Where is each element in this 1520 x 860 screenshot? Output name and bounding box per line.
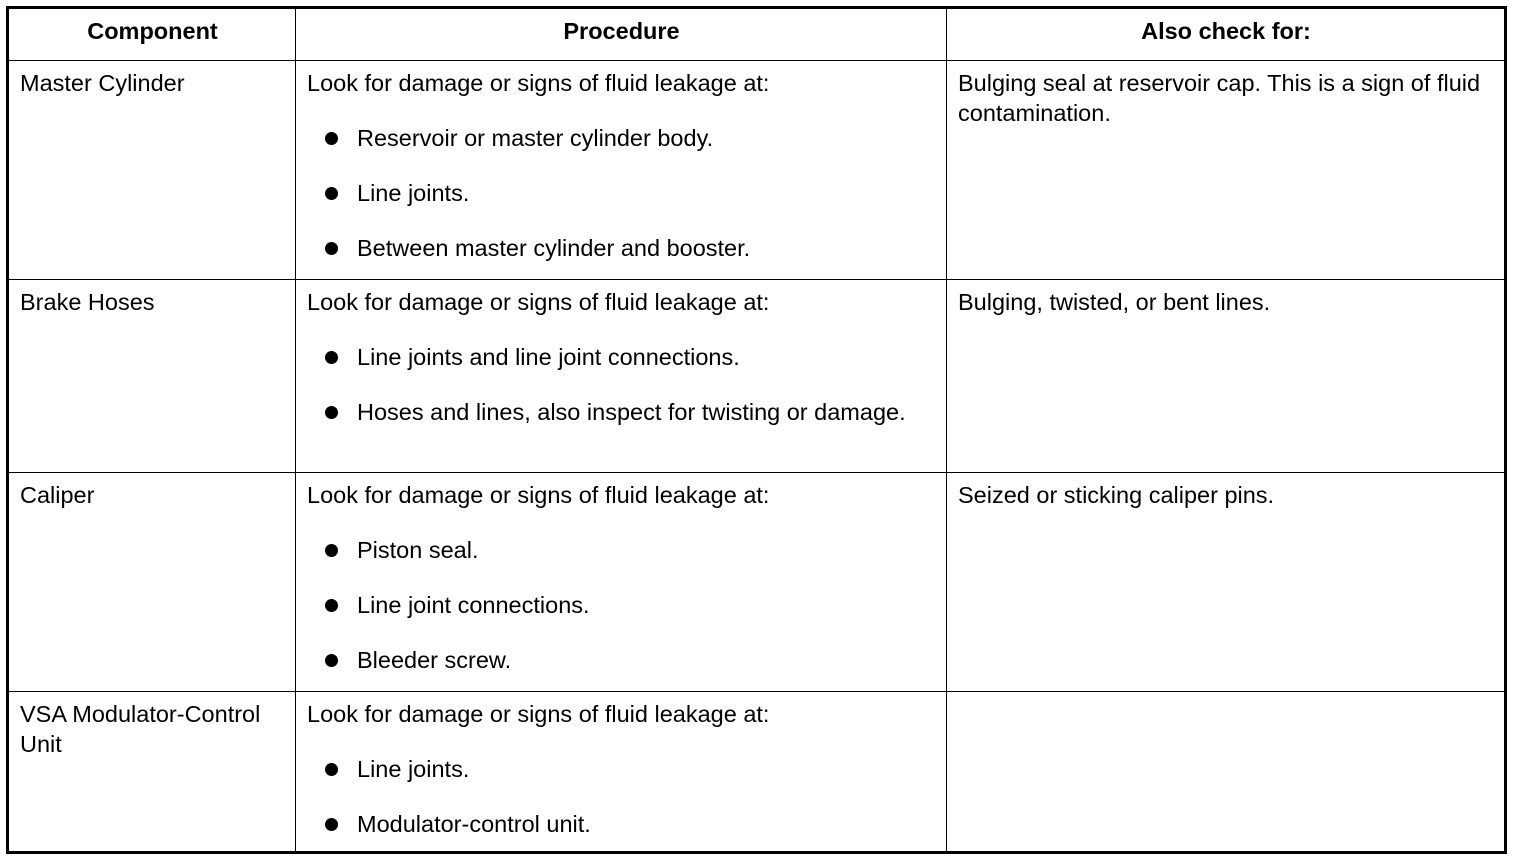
procedure-item-text: Reservoir or master cylinder body. xyxy=(357,125,714,151)
bullet-icon xyxy=(325,132,338,145)
procedure-item xyxy=(307,590,936,620)
procedure-item-text: Piston seal. xyxy=(357,537,479,563)
bullet-icon xyxy=(325,544,338,557)
row-component: Master Cylinder xyxy=(9,61,296,280)
procedure-list xyxy=(307,535,936,675)
procedure-list xyxy=(307,754,936,839)
row-also-check: Seized or sticking caliper pins. xyxy=(947,473,1504,692)
procedure-item xyxy=(307,342,936,372)
header-procedure: Procedure xyxy=(296,9,947,61)
row-procedure xyxy=(296,61,947,280)
bullet-icon xyxy=(325,242,338,255)
procedure-list xyxy=(307,342,936,427)
procedure-item xyxy=(307,754,936,784)
procedure-item-text: Hoses and lines, also inspect for twisting or damage. xyxy=(357,399,906,425)
header-component: Component xyxy=(9,9,296,61)
row-procedure xyxy=(296,692,947,851)
row-component: Caliper xyxy=(9,473,296,692)
procedure-item xyxy=(307,535,936,565)
procedure-list xyxy=(307,123,936,263)
bullet-icon xyxy=(325,654,338,667)
row-also-check: Bulging, twisted, or bent lines. xyxy=(947,280,1504,473)
bullet-icon xyxy=(325,406,338,419)
bullet-icon xyxy=(325,818,338,831)
procedure-item-text: Modulator-control unit. xyxy=(357,811,591,837)
header-also-check: Also check for: xyxy=(947,9,1504,61)
bullet-icon xyxy=(325,763,338,776)
procedure-item xyxy=(307,397,936,427)
row-component: VSA Modulator-Control Unit xyxy=(9,692,296,851)
procedure-item-text: Line joint connections. xyxy=(357,592,590,618)
procedure-intro: Look for damage or signs of fluid leakage at: xyxy=(307,70,770,96)
inspection-table xyxy=(6,6,1507,854)
row-procedure xyxy=(296,473,947,692)
procedure-item xyxy=(307,645,936,675)
procedure-intro: Look for damage or signs of fluid leakage at: xyxy=(307,289,770,315)
procedure-item-text: Line joints. xyxy=(357,180,470,206)
procedure-item-text: Between master cylinder and booster. xyxy=(357,235,751,261)
procedure-item-text: Line joints. xyxy=(357,756,470,782)
procedure-item xyxy=(307,809,936,839)
row-component: Brake Hoses xyxy=(9,280,296,473)
procedure-item xyxy=(307,233,936,263)
procedure-item-text: Line joints and line joint connections. xyxy=(357,344,740,370)
bullet-icon xyxy=(325,599,338,612)
row-procedure xyxy=(296,280,947,473)
bullet-icon xyxy=(325,351,338,364)
procedure-intro: Look for damage or signs of fluid leakage at: xyxy=(307,701,770,727)
procedure-intro: Look for damage or signs of fluid leakage at: xyxy=(307,482,770,508)
row-also-check: Bulging seal at reservoir cap. This is a sign of fluid contamination. xyxy=(947,61,1504,280)
procedure-item-text: Bleeder screw. xyxy=(357,647,512,673)
procedure-item xyxy=(307,123,936,153)
row-also-check xyxy=(947,692,1504,851)
procedure-item xyxy=(307,178,936,208)
bullet-icon xyxy=(325,187,338,200)
